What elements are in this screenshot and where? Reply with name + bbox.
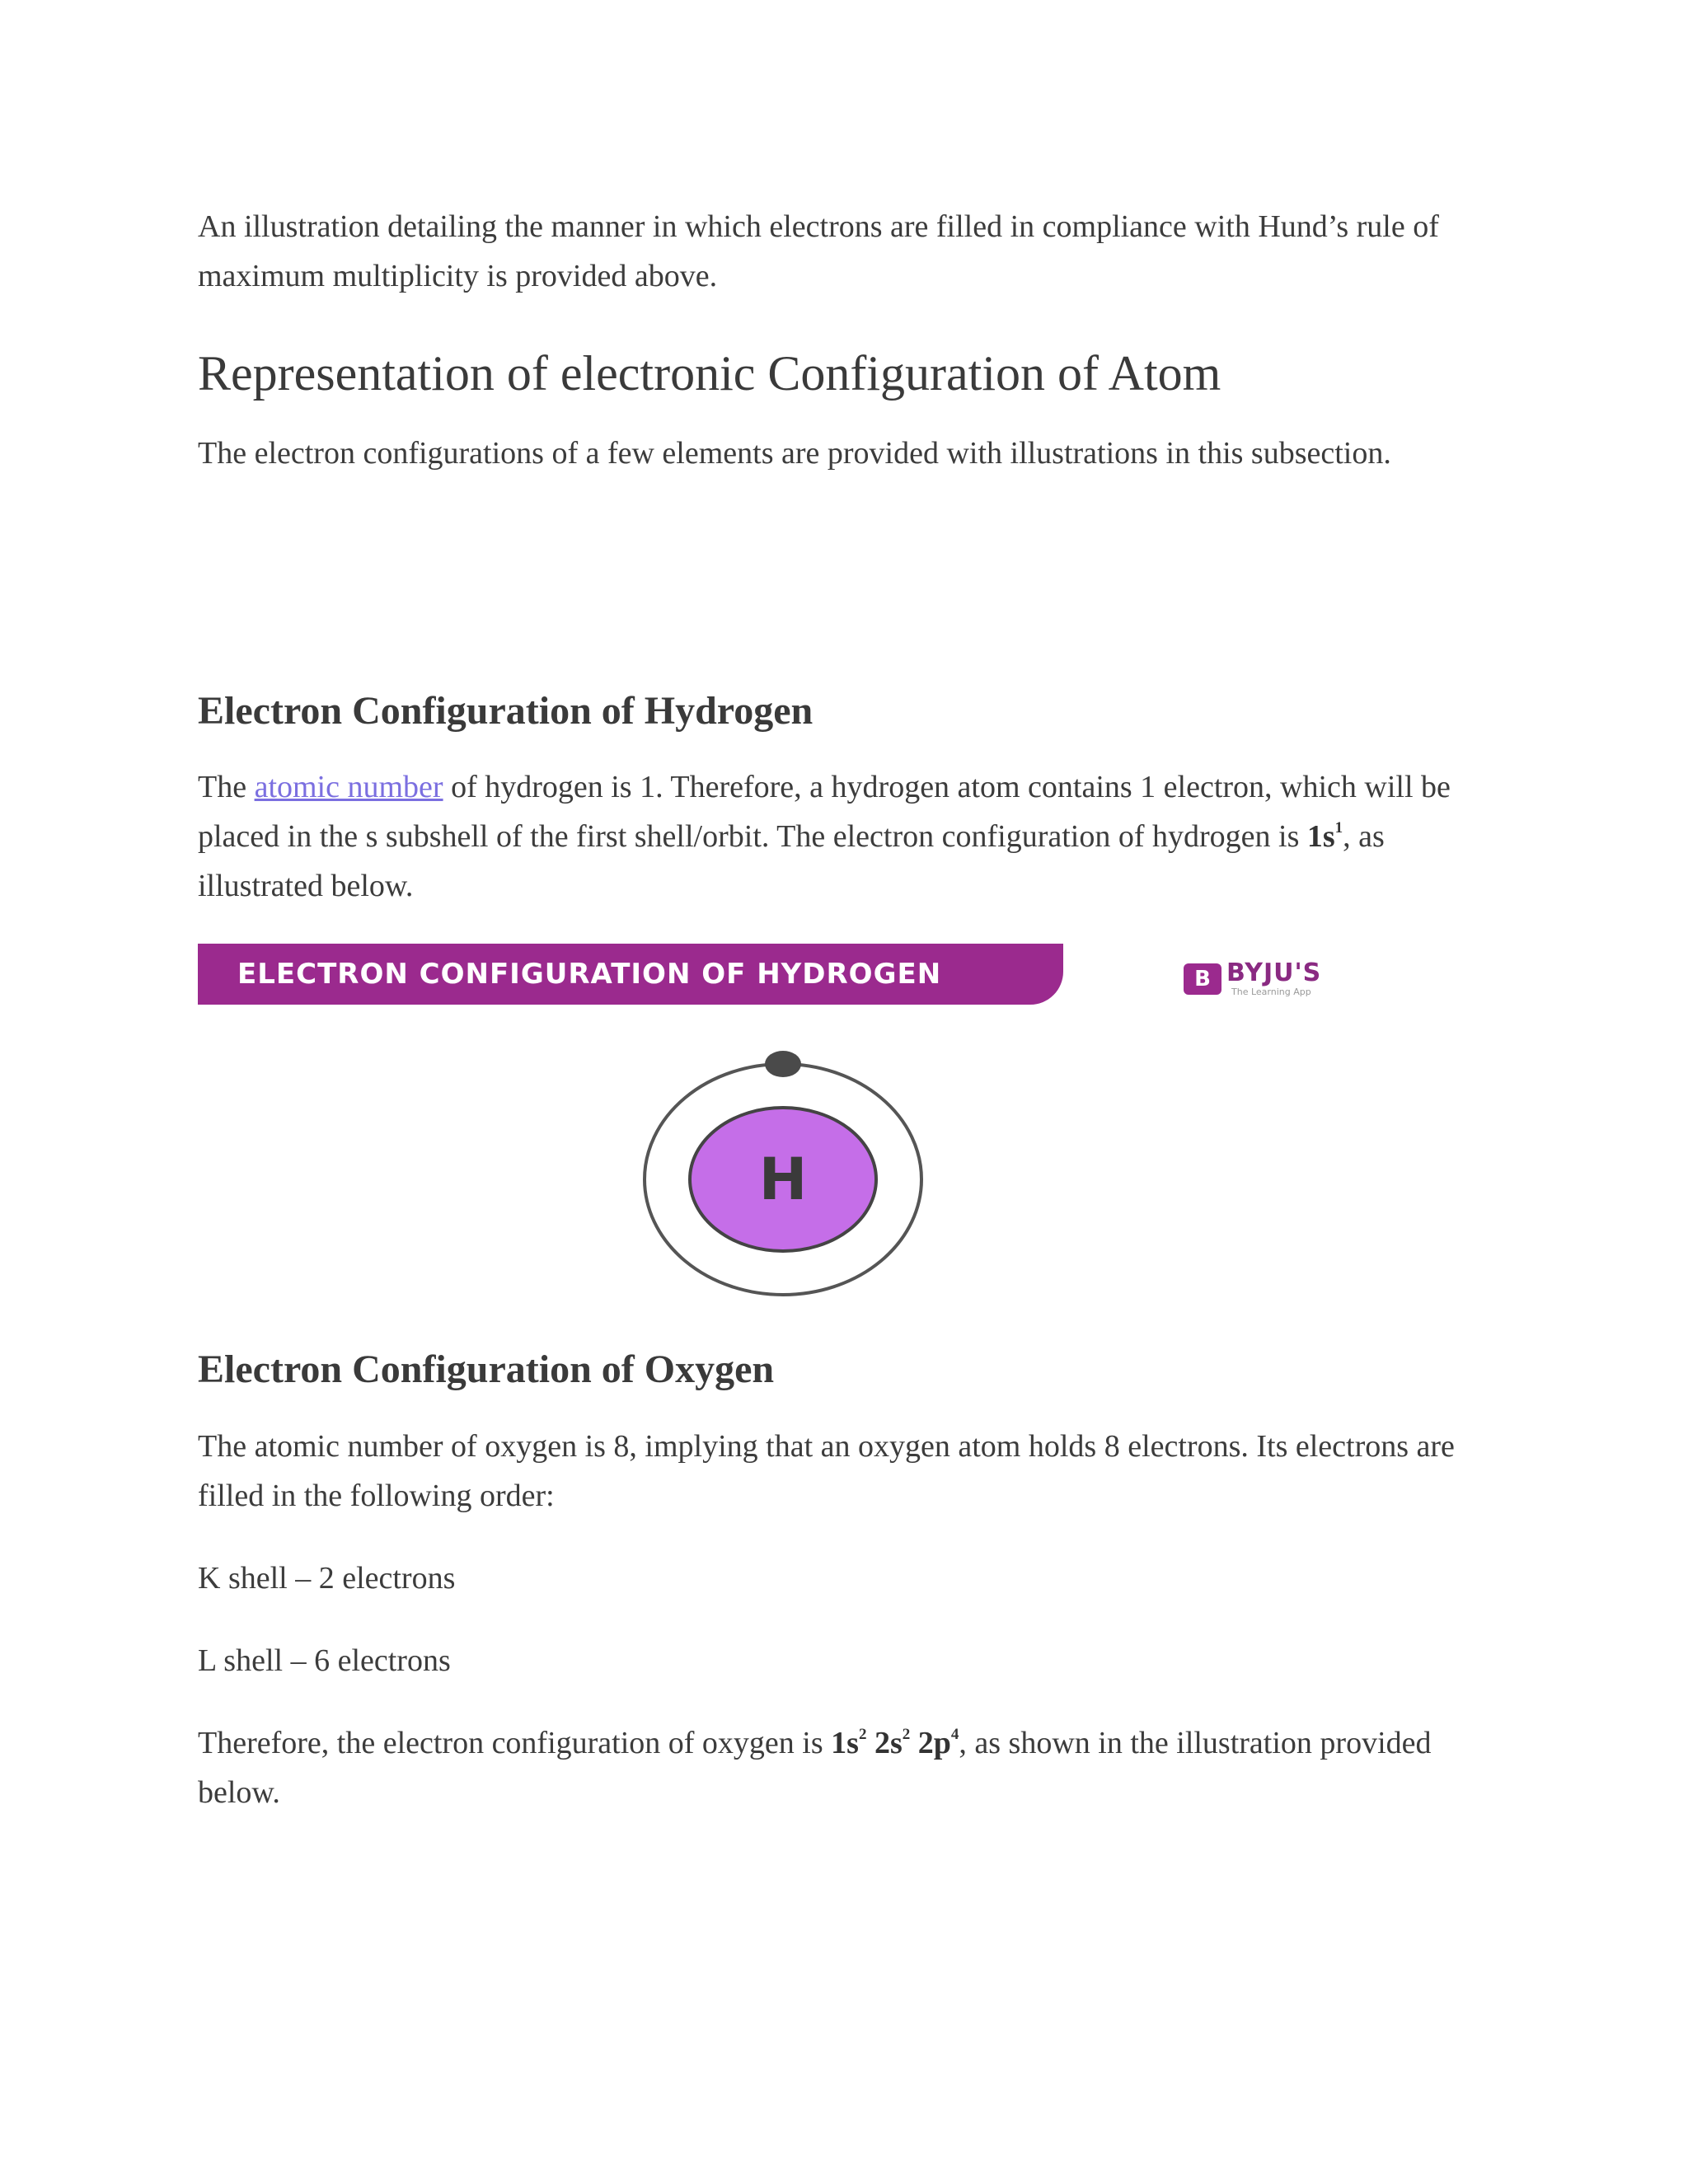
hydrogen-atom-diagram xyxy=(626,1041,940,1305)
hydrogen-illustration xyxy=(198,944,1368,1306)
oxygen-config-paragraph xyxy=(198,1718,1517,1817)
byjus-logo-mark: B xyxy=(1184,963,1221,995)
nucleus-symbol: H xyxy=(758,1146,808,1213)
hydrogen-configuration xyxy=(1307,819,1343,854)
intro-paragraph: An illustration detailing the manner in which electrons are filled in compliance with Hund’s rule of maximum multiplicity is provided above. xyxy=(198,209,1439,293)
section-intro-paragraph: The electron configurations of a few elements are provided with illustrations in this subsection. xyxy=(198,436,1391,471)
atomic-number-link[interactable]: atomic number xyxy=(254,770,443,804)
oxygen-config-2p-sup: 4 xyxy=(950,1725,959,1743)
byjus-logo xyxy=(1184,958,1348,1000)
byjus-logo-name: BYJU'S xyxy=(1226,958,1322,987)
hydrogen-text-start: The xyxy=(198,770,255,804)
k-shell-line: K shell – 2 electrons xyxy=(198,1561,456,1596)
electron-dot xyxy=(765,1051,801,1077)
oxygen-config-1s: 1s xyxy=(831,1726,859,1760)
hydrogen-config-base: 1s xyxy=(1306,819,1335,854)
oxygen-paragraph: The atomic number of oxygen is 8, implying that an oxygen atom holds 8 electrons. Its electrons are filled in the following order: xyxy=(198,1429,1455,1513)
oxygen-config-1s-sup: 2 xyxy=(858,1725,867,1743)
oxygen-config-text-end: , as shown in the illustration provided below. xyxy=(198,1726,1432,1810)
hydrogen-text-middle: of hydrogen is 1. Therefore, a hydrogen atom contains 1 electron, which will be placed in the s subshell of the first shell/orbit. The electron configuration of hydrogen is xyxy=(198,770,1451,854)
hydrogen-heading: Electron Configuration of Hydrogen xyxy=(198,689,814,733)
figure-banner: ELECTRON CONFIGURATION OF HYDROGEN xyxy=(198,944,1063,1005)
oxygen-config-text-start: Therefore, the electron configuration of oxygen is xyxy=(198,1726,832,1760)
oxygen-config-2s-sup: 2 xyxy=(902,1725,911,1743)
l-shell-line: L shell – 6 electrons xyxy=(198,1643,451,1678)
oxygen-configuration xyxy=(831,1726,959,1760)
hydrogen-config-superscript: 1 xyxy=(1334,818,1343,837)
byjus-logo-tagline: The Learning App xyxy=(1231,987,1311,997)
oxygen-config-2s: 2s xyxy=(866,1726,903,1760)
oxygen-config-2p: 2p xyxy=(910,1726,951,1760)
hydrogen-text-end: , as illustrated below. xyxy=(198,819,1385,903)
oxygen-heading: Electron Configuration of Oxygen xyxy=(198,1347,775,1391)
section-title: Representation of electronic Configuration of Atom xyxy=(198,346,1221,401)
hydrogen-paragraph xyxy=(198,762,1517,911)
